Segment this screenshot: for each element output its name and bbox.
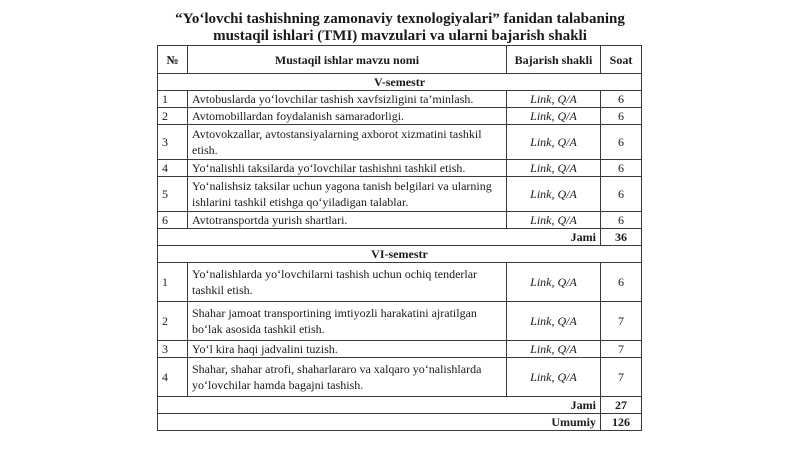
table-row [158,108,642,125]
row-topic: Yo‘nalishsiz taksilar uchun yagona tanish belgilari va ularning ishlarini tashkil etishga qo‘yiladigan talablar. [188,177,507,212]
semester-6-label: VI-semestr [158,246,642,263]
row-number: 2 [158,108,188,125]
row-hours: 6 [601,263,642,302]
document-title [0,11,800,45]
row-hours: 6 [601,125,642,160]
row-topic: Shahar jamoat transportining imtiyozli harakatini ajratilgan bo‘lak asosida tashkil etish. [188,302,507,341]
row-hours: 6 [601,160,642,177]
table-row [158,125,642,160]
row-hours: 7 [601,341,642,358]
row-form: Link, Q/A [507,212,601,229]
header-number: № [158,46,188,74]
grand-total-row [158,414,642,431]
title-line-2: mustaqil ishlari (TMI) mavzulari va ularni bajarish shakli [213,28,587,44]
semester-5-total-row [158,229,642,246]
row-topic: Shahar, shahar atrofi, shaharlararo va xalqaro yo‘nalishlarda yo‘lovchilar hamda bagajni tashish. [188,358,507,397]
header-hours: Soat [601,46,642,74]
row-topic: Avtovokzallar, avtostansiyalarning axborot xizmatini tashkil etish. [188,125,507,160]
semester-5-label: V-semestr [158,74,642,91]
row-topic: Yo‘nalishlarda yo‘lovchilarni tashish uchun ochiq tenderlar tashkil etish. [188,263,507,302]
row-hours: 7 [601,302,642,341]
row-form: Link, Q/A [507,160,601,177]
table-row [158,358,642,397]
row-form: Link, Q/A [507,263,601,302]
row-topic: Avtobuslarda yo‘lovchilar tashish xavfsizligini ta’minlash. [188,91,507,108]
row-topic: Avtomobillardan foydalanish samaradorligi. [188,108,507,125]
row-number: 6 [158,212,188,229]
row-number: 4 [158,160,188,177]
row-number: 1 [158,91,188,108]
semester-5-total-value: 36 [601,229,642,246]
row-number: 3 [158,125,188,160]
row-form: Link, Q/A [507,358,601,397]
row-form: Link, Q/A [507,108,601,125]
row-number: 4 [158,358,188,397]
row-form: Link, Q/A [507,302,601,341]
row-hours: 7 [601,358,642,397]
table-row [158,91,642,108]
semester-6-header [158,246,642,263]
row-number: 1 [158,263,188,302]
row-form: Link, Q/A [507,91,601,108]
tmi-topics-table [157,45,642,431]
header-form: Bajarish shakli [507,46,601,74]
grand-total-value: 126 [601,414,642,431]
grand-total-label: Umumiy [158,414,601,431]
table-row [158,177,642,212]
table-row [158,302,642,341]
row-number: 5 [158,177,188,212]
row-hours: 6 [601,177,642,212]
semester-6-total-row [158,397,642,414]
row-hours: 6 [601,91,642,108]
semester-5-total-label: Jami [158,229,601,246]
table-row [158,341,642,358]
row-topic: Yo‘l kira haqi jadvalini tuzish. [188,341,507,358]
semester-6-total-value: 27 [601,397,642,414]
row-hours: 6 [601,212,642,229]
row-number: 2 [158,302,188,341]
row-topic: Avtotransportda yurish shartlari. [188,212,507,229]
row-hours: 6 [601,108,642,125]
table-row [158,160,642,177]
row-form: Link, Q/A [507,125,601,160]
row-form: Link, Q/A [507,177,601,212]
title-line-1: “Yo‘lovchi tashishning zamonaviy texnologiyalari” fanidan talabaning [175,11,625,27]
semester-6-total-label: Jami [158,397,601,414]
table-row [158,263,642,302]
row-form: Link, Q/A [507,341,601,358]
row-number: 3 [158,341,188,358]
table-header-row [158,46,642,74]
semester-5-header [158,74,642,91]
table-row [158,212,642,229]
row-topic: Yo‘nalishli taksilarda yo‘lovchilar tashishni tashkil etish. [188,160,507,177]
header-topic: Mustaqil ishlar mavzu nomi [188,46,507,74]
